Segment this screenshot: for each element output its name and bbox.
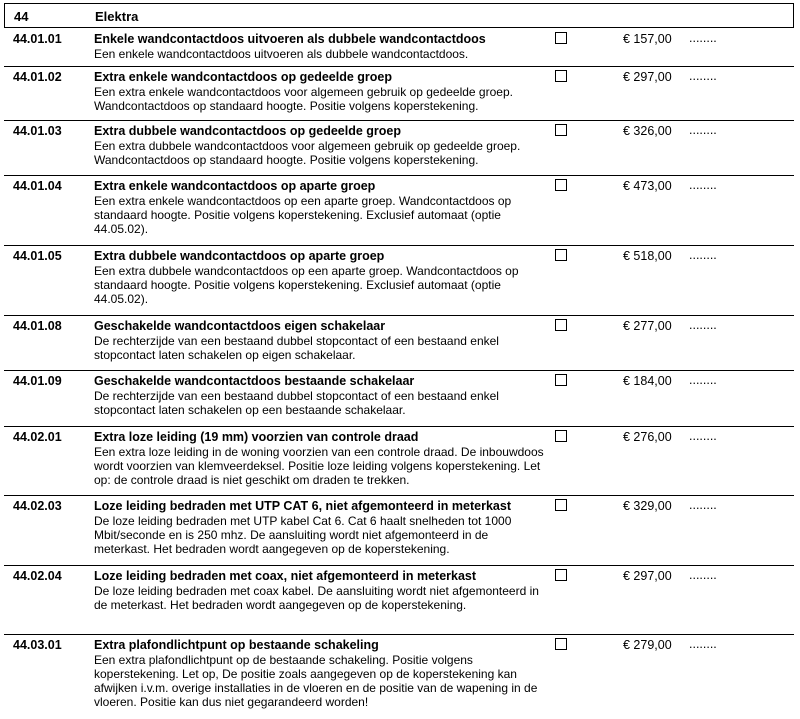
option-row	[4, 427, 794, 496]
option-row	[4, 29, 794, 67]
option-title: Extra plafondlichtpunt op bestaande schakeling	[94, 638, 379, 652]
option-title: Enkele wandcontactdoos uitvoeren als dubbele wandcontactdoos	[94, 32, 486, 46]
option-title: Extra enkele wandcontactdoos op aparte groep	[94, 179, 376, 193]
option-checkbox[interactable]	[555, 319, 567, 331]
option-description: Een extra enkele wandcontactdoos voor algemeen gebruik op gedeelde groep. Wandcontactdoos op standaard hoogte. Positie volgens koperstekening.	[94, 85, 513, 113]
option-description: Een extra enkele wandcontactdoos op een aparte groep. Wandcontactdoos op standaard hoogte. Positie volgens koperstekening. Exclusief automaat (optie 44.05.02).	[94, 194, 512, 236]
option-row	[4, 496, 794, 566]
option-title: Extra dubbele wandcontactdoos op gedeelde groep	[94, 124, 401, 138]
option-checkbox[interactable]	[555, 430, 567, 442]
option-checkbox[interactable]	[555, 70, 567, 82]
option-code: 44.01.03	[13, 124, 62, 138]
option-quantity-field[interactable]: ........	[689, 429, 717, 443]
option-quantity-field[interactable]: ........	[689, 31, 717, 45]
option-quantity-field[interactable]: ........	[689, 318, 717, 332]
option-row	[4, 121, 794, 176]
option-row	[4, 246, 794, 316]
option-quantity-field[interactable]: ........	[689, 248, 717, 262]
section-title: Elektra	[95, 9, 139, 24]
option-row	[4, 67, 794, 121]
option-price: € 518,00	[623, 249, 672, 263]
option-quantity-field[interactable]: ........	[689, 178, 717, 192]
option-checkbox[interactable]	[555, 124, 567, 136]
option-checkbox[interactable]	[555, 374, 567, 386]
option-code: 44.01.05	[13, 249, 62, 263]
option-description: De rechterzijde van een bestaand dubbel stopcontact of een bestaand enkel stopcontact laten schakelen op een bestaande schakelaar.	[94, 389, 499, 417]
option-quantity-field[interactable]: ........	[689, 568, 717, 582]
option-description: Een extra plafondlichtpunt op de bestaande schakeling. Positie volgens koperstekening. Let op, De positie zoals aangegeven op de koperstekening kan afwijken i.v.m. overige installaties in de vloeren en de positie van de wapening in de vloeren. Positie kan dus niet gegarandeerd worden!	[94, 653, 538, 709]
option-price: € 277,00	[623, 319, 672, 333]
option-row	[4, 316, 794, 371]
option-quantity-field[interactable]: ........	[689, 637, 717, 651]
option-price: € 297,00	[623, 70, 672, 84]
option-code: 44.01.01	[13, 32, 62, 46]
option-title: Loze leiding bedraden met UTP CAT 6, niet afgemonteerd in meterkast	[94, 499, 511, 513]
option-title: Extra loze leiding (19 mm) voorzien van controle draad	[94, 430, 419, 444]
option-title: Loze leiding bedraden met coax, niet afgemonteerd in meterkast	[94, 569, 477, 583]
option-row	[4, 371, 794, 427]
option-code: 44.02.01	[13, 430, 62, 444]
option-code: 44.01.09	[13, 374, 62, 388]
section-code: 44	[14, 9, 29, 24]
option-checkbox[interactable]	[555, 32, 567, 44]
option-checkbox[interactable]	[555, 249, 567, 261]
option-description: Een extra loze leiding in de woning voorzien van een controle draad. De inbouwdoos wordt voorzien van klemveerdeksel. Positie loze leiding volgens koperstekening. Let op: de controle draad is niet geschikt om draden te trekken.	[94, 445, 544, 487]
option-description: De loze leiding bedraden met UTP kabel Cat 6. Cat 6 haalt snelheden tot 1000 Mbit/seconde en is 250 mhz. De aansluiting wordt niet afgemonteerd in de meterkast. Het bedraden wordt aangegeven op de koperstekening.	[94, 514, 512, 556]
option-title: Geschakelde wandcontactdoos eigen schakelaar	[94, 319, 386, 333]
option-price: € 326,00	[623, 124, 672, 138]
option-description: Een extra dubbele wandcontactdoos voor algemeen gebruik op gedeelde groep. Wandcontactdoos op standaard hoogte. Positie volgens koperstekening.	[94, 139, 521, 167]
option-description: De loze leiding bedraden met coax kabel. De aansluiting wordt niet afgemonteerd in de meterkast. Het bedraden wordt aangegeven op de koperstekening.	[94, 584, 539, 612]
option-quantity-field[interactable]: ........	[689, 498, 717, 512]
option-description: Een extra dubbele wandcontactdoos op een aparte groep. Wandcontactdoos op standaard hoogte. Positie volgens koperstekening. Exclusief automaat (optie 44.05.02).	[94, 264, 519, 306]
option-code: 44.02.03	[13, 499, 62, 513]
option-checkbox[interactable]	[555, 569, 567, 581]
option-price: € 473,00	[623, 179, 672, 193]
option-checkbox[interactable]	[555, 179, 567, 191]
option-price: € 157,00	[623, 32, 672, 46]
option-code: 44.01.02	[13, 70, 62, 84]
option-quantity-field[interactable]: ........	[689, 69, 717, 83]
option-price: € 297,00	[623, 569, 672, 583]
option-price: € 329,00	[623, 499, 672, 513]
option-code: 44.01.04	[13, 179, 62, 193]
option-code: 44.02.04	[13, 569, 62, 583]
option-quantity-field[interactable]: ........	[689, 123, 717, 137]
section-header	[4, 3, 794, 28]
option-title: Geschakelde wandcontactdoos bestaande schakelaar	[94, 374, 415, 388]
option-code: 44.01.08	[13, 319, 62, 333]
option-checkbox[interactable]	[555, 499, 567, 511]
option-row	[4, 566, 794, 635]
option-title: Extra dubbele wandcontactdoos op aparte groep	[94, 249, 385, 263]
option-quantity-field[interactable]: ........	[689, 373, 717, 387]
option-price: € 184,00	[623, 374, 672, 388]
option-description: De rechterzijde van een bestaand dubbel stopcontact of een bestaand enkel stopcontact laten schakelen op eigen schakelaar.	[94, 334, 499, 362]
option-price: € 276,00	[623, 430, 672, 444]
option-price: € 279,00	[623, 638, 672, 652]
option-checkbox[interactable]	[555, 638, 567, 650]
option-code: 44.03.01	[13, 638, 62, 652]
option-title: Extra enkele wandcontactdoos op gedeelde groep	[94, 70, 392, 84]
option-row	[4, 635, 794, 719]
option-description: Een enkele wandcontactdoos uitvoeren als dubbele wandcontactdoos.	[94, 47, 469, 61]
option-row	[4, 176, 794, 246]
